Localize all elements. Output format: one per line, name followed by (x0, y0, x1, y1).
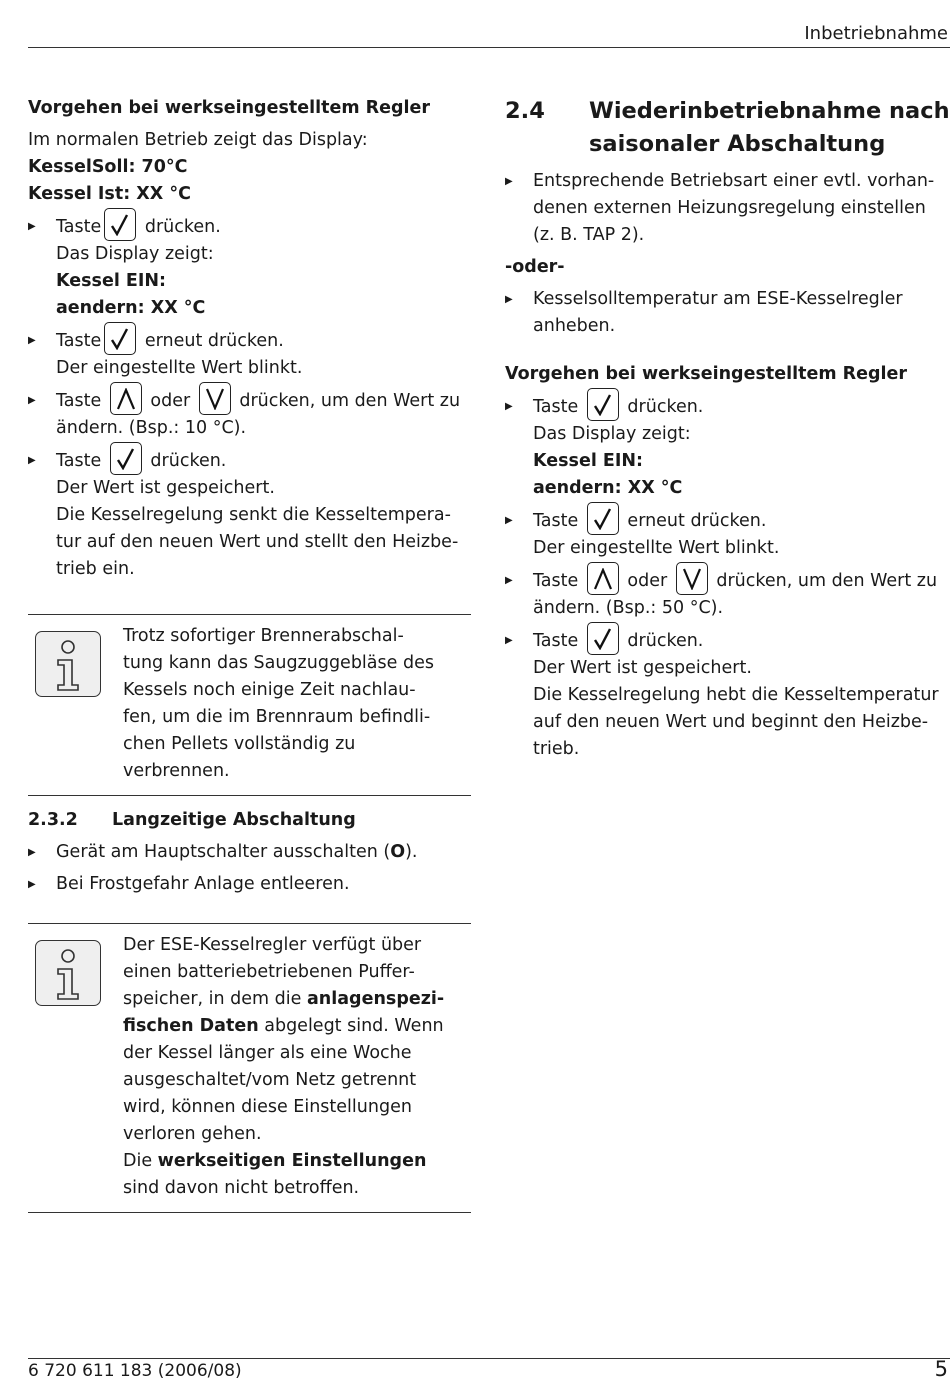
check-key-icon (104, 322, 136, 355)
note-text: Der ESE-Kesselregler verfügt über (123, 935, 422, 955)
note-text: Die werkseitigen Einstellungen (123, 1151, 427, 1171)
display-line: Kessel Ist: XX °C (28, 184, 191, 204)
check-key-icon (104, 208, 136, 241)
step-text: drücken. (150, 451, 227, 471)
step-text: Taste (533, 397, 579, 417)
info-note (28, 923, 471, 1213)
step-text: Das Display zeigt: (56, 244, 214, 264)
or-label: -oder- (505, 257, 565, 277)
up-key-icon (587, 562, 619, 595)
step-text: Taste (533, 511, 579, 531)
step-text: drücken. (627, 631, 704, 651)
step-text: drücken, um den Wert zu (239, 391, 461, 411)
list-item (505, 286, 950, 340)
note-text: ausgeschaltet/vom Netz getrennt (123, 1070, 417, 1090)
step-text: ändern. (Bsp.: 50 °C). (533, 598, 724, 618)
step-text: Der Wert ist gespeichert. (56, 478, 275, 498)
note-text: speicher, in dem die anlagenspezi- (123, 989, 445, 1009)
check-key-icon (587, 622, 619, 655)
display-line: aendern: XX °C (533, 478, 683, 498)
left-column (28, 95, 471, 1213)
check-key-icon (110, 442, 142, 475)
step-text: Taste (533, 631, 579, 651)
info-note (28, 614, 471, 796)
list-text: ▶ Entsprechende Betriebsart einer evtl. vorhan- (533, 171, 935, 191)
info-icon (35, 631, 101, 697)
info-icon (35, 940, 101, 1006)
section-number: 2.4 (505, 98, 545, 124)
step-text: trieb ein. (56, 559, 135, 579)
step-text: auf den neuen Wert und beginnt den Heizbe- (533, 712, 929, 732)
document-number: 6 720 611 183 (2006/08) (28, 1361, 242, 1381)
step-item (28, 447, 471, 583)
section-number: 2.3.2 (28, 810, 78, 830)
step-text: Taste (56, 331, 102, 351)
note-text: der Kessel länger als eine Woche (123, 1043, 412, 1063)
section-title: saisonaler Abschaltung (589, 131, 886, 157)
procedure-heading: Vorgehen bei werkseingestelltem Regler (505, 364, 908, 384)
list-item (28, 871, 471, 898)
note-text: Trotz sofortiger Brennerabschal- (123, 626, 404, 646)
note-text: verbrennen. (123, 761, 230, 781)
list-item (505, 168, 950, 249)
note-text: Kessels noch einige Zeit nachlau- (123, 680, 416, 700)
step-text: Die Kesselregelung hebt die Kesseltemperatur (533, 685, 939, 705)
step-text: Taste (533, 571, 579, 591)
step-text: Taste (56, 217, 102, 237)
page-header-title: Inbetriebnahme (804, 23, 948, 44)
step-item (505, 567, 950, 622)
list-text: ). (405, 842, 418, 862)
intro-text: Im normalen Betrieb zeigt das Display: (28, 130, 368, 150)
off-symbol: O (390, 842, 406, 862)
display-line: Kessel EIN: (533, 451, 644, 471)
step-text: Das Display zeigt: (533, 424, 691, 444)
note-text: einen batteriebetriebenen Puffer- (123, 962, 415, 982)
right-column (505, 95, 950, 763)
step-text: drücken. (627, 397, 704, 417)
note-text: wird, können diese Einstellungen (123, 1097, 412, 1117)
list-text: (z. B. TAP 2). (533, 225, 645, 245)
step-text: Taste (56, 391, 102, 411)
step-text: tur auf den neuen Wert und stellt den Heizbe- (56, 532, 459, 552)
procedure-heading: Vorgehen bei werkseingestelltem Regler (28, 98, 431, 118)
section-title: Wiederinbetriebnahme nach (589, 98, 950, 124)
step-text: drücken. (144, 217, 221, 237)
step-text: oder (627, 571, 668, 591)
check-key-icon (587, 388, 619, 421)
step-text: Die Kesselregelung senkt die Kesseltempera- (56, 505, 451, 525)
list-text: Bei Frostgefahr Anlage entleeren. (56, 874, 350, 894)
step-text: Der Wert ist gespeichert. (533, 658, 752, 678)
step-item (505, 627, 950, 763)
list-item (28, 839, 471, 866)
step-item (28, 387, 471, 442)
page-number: 5 (934, 1357, 948, 1381)
section-heading (28, 807, 471, 834)
note-text: fen, um die im Brennraum befindli- (123, 707, 431, 727)
note-text: chen Pellets vollständig zu (123, 734, 356, 754)
section-title: Langzeitige Abschaltung (112, 810, 356, 830)
note-text: sind davon nicht betroffen. (123, 1178, 360, 1198)
step-item (28, 327, 471, 382)
header-rule (28, 47, 950, 48)
step-item (505, 393, 950, 502)
display-line: aendern: XX °C (56, 298, 206, 318)
note-text: fischen Daten abgelegt sind. Wenn (123, 1016, 444, 1036)
step-text: trieb. (533, 739, 580, 759)
list-text: Gerät am Hauptschalter ausschalten ( (56, 842, 391, 862)
display-line: Kessel EIN: (56, 271, 167, 291)
step-text: Der eingestellte Wert blinkt. (533, 538, 780, 558)
list-text: denen externen Heizungsregelung einstellen (533, 198, 926, 218)
step-text: ändern. (Bsp.: 10 °C). (56, 418, 247, 438)
step-text: drücken, um den Wert zu (716, 571, 938, 591)
step-item (505, 507, 950, 562)
display-line: KesselSoll: 70°C (28, 157, 188, 177)
step-text: oder (150, 391, 191, 411)
note-text: tung kann das Saugzuggebläse des (123, 653, 434, 673)
note-text: verloren gehen. (123, 1124, 262, 1144)
step-item (28, 213, 471, 322)
step-text: Der eingestellte Wert blinkt. (56, 358, 303, 378)
list-text: ▶ Kesselsolltemperatur am ESE-Kesselregler (533, 289, 903, 309)
section-heading (505, 95, 950, 161)
down-key-icon (676, 562, 708, 595)
step-text: erneut drücken. (144, 331, 284, 351)
check-key-icon (587, 502, 619, 535)
step-text: erneut drücken. (627, 511, 767, 531)
down-key-icon (199, 382, 231, 415)
up-key-icon (110, 382, 142, 415)
step-text: Taste (56, 451, 102, 471)
list-text: anheben. (533, 316, 616, 336)
